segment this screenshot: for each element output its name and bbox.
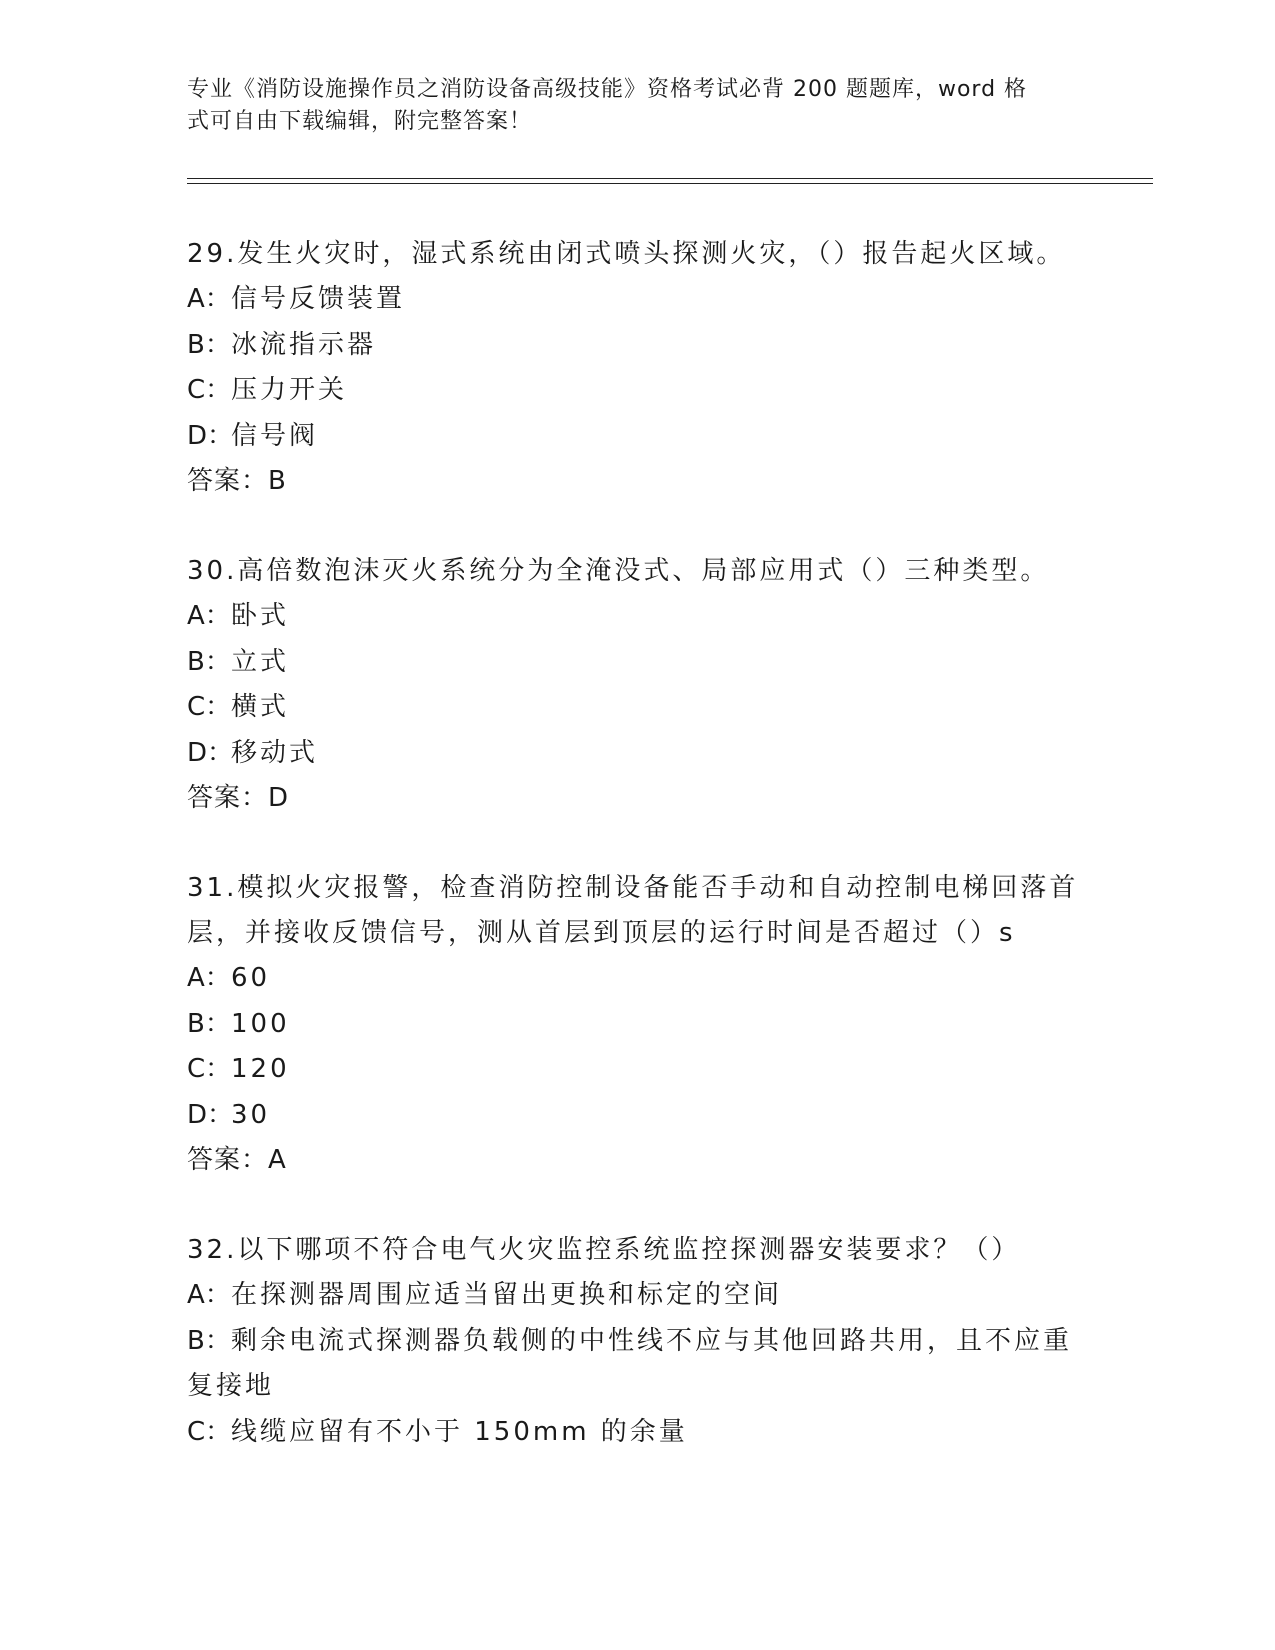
question-32 — [187, 1228, 1087, 1455]
question-stem: 29.发生火灾时，湿式系统由闭式喷头探测火灾，（）报告起火区域。 — [187, 239, 1066, 269]
question-list — [187, 232, 1087, 1500]
option-text: 压力开关 — [231, 375, 348, 405]
option-text: 100 — [231, 1008, 290, 1039]
option-text: 冰流指示器 — [231, 329, 377, 360]
option-a — [187, 1273, 1087, 1319]
option-text: 信号反馈装置 — [231, 284, 406, 314]
question-31 — [187, 866, 1087, 1183]
option-b — [187, 323, 1087, 369]
option-letter: C： — [187, 1054, 232, 1084]
question-stem: 31.模拟火灾报警，检查消防控制设备能否手动和自动控制电梯回落首层，并接收反馈信号，测从首层到顶层的运行时间是否超过（）s — [187, 873, 1079, 948]
question-stem: 32.以下哪项不符合电气火灾监控系统监控探测器安装要求？（） — [187, 1235, 1021, 1265]
header-divider-bottom — [187, 183, 1153, 184]
answer-line: 答案：D — [187, 783, 290, 813]
option-letter: A： — [187, 601, 231, 631]
header-divider-top — [187, 178, 1153, 179]
question-29 — [187, 232, 1087, 504]
option-b — [187, 1319, 1087, 1410]
option-letter: D： — [187, 1099, 234, 1130]
option-text: 横式 — [231, 692, 290, 722]
option-text: 在探测器周围应适当留出更换和标定的空间 — [231, 1280, 783, 1310]
option-letter: A： — [187, 1280, 231, 1310]
option-c — [187, 1410, 1087, 1456]
question-stem: 30.高倍数泡沫灭火系统分为全淹没式、局部应用式（）三种类型。 — [187, 556, 1050, 586]
option-text: 立式 — [231, 646, 290, 677]
option-letter: B： — [187, 1325, 231, 1356]
option-text: 卧式 — [231, 601, 290, 631]
answer-line: 答案：B — [187, 466, 287, 496]
option-text: 移动式 — [231, 737, 319, 768]
option-b — [187, 640, 1087, 686]
option-letter: C： — [187, 692, 232, 722]
option-c — [187, 1047, 1087, 1093]
option-d — [187, 731, 1087, 777]
option-a — [187, 277, 1087, 323]
question-30 — [187, 549, 1087, 821]
option-c — [187, 368, 1087, 414]
option-text: 60 — [231, 963, 271, 993]
option-a — [187, 594, 1087, 640]
option-letter: A： — [187, 284, 231, 314]
option-text: 30 — [231, 1099, 271, 1130]
option-c — [187, 685, 1087, 731]
option-b — [187, 1002, 1087, 1048]
option-d — [187, 414, 1087, 460]
option-letter: C： — [187, 375, 232, 405]
option-text: 120 — [231, 1054, 290, 1084]
option-letter: B： — [187, 646, 231, 677]
header-line-1: 专业《消防设施操作员之消防设备高级技能》资格考试必背 200 题题库，word 格 — [187, 77, 1028, 102]
option-letter: B： — [187, 329, 231, 360]
option-letter: B： — [187, 1008, 231, 1039]
option-text: 信号阀 — [231, 420, 319, 451]
option-d — [187, 1093, 1087, 1139]
option-letter: C： — [187, 1416, 232, 1447]
option-letter: D： — [187, 737, 234, 768]
document-header — [187, 74, 1067, 138]
option-a — [187, 956, 1087, 1002]
option-text: 线缆应留有不小于 150mm 的余量 — [231, 1416, 688, 1447]
option-letter: A： — [187, 963, 231, 993]
header-line-2: 式可自由下载编辑，附完整答案！ — [187, 109, 533, 134]
answer-line: 答案：A — [187, 1145, 287, 1175]
option-text: 剩余电流式探测器负载侧的中性线不应与其他回路共用，且不应重复接地 — [187, 1325, 1073, 1401]
option-letter: D： — [187, 420, 234, 451]
